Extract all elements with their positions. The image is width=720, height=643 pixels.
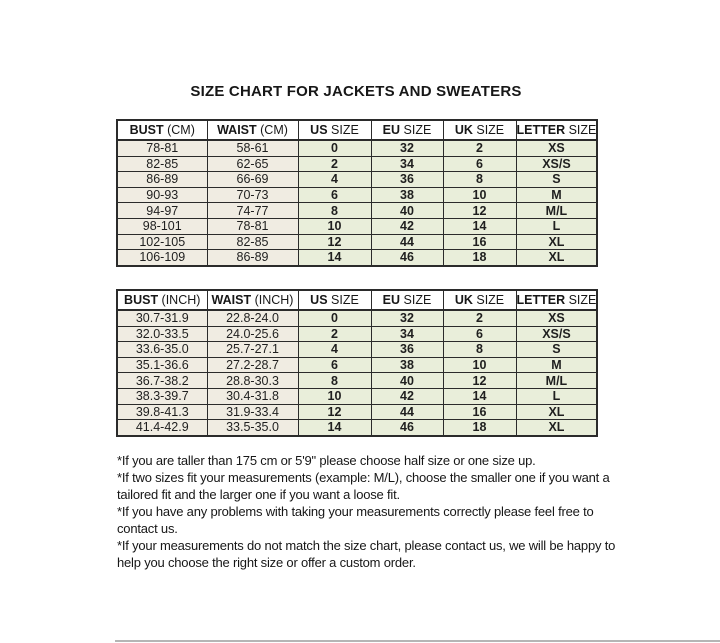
size-cell: 10 [443, 187, 516, 203]
size-cell: S [516, 172, 597, 188]
measurement-cell: 82-85 [207, 234, 298, 250]
column-header-rest: SIZE [327, 123, 359, 137]
table-row [117, 310, 597, 326]
column-header-rest: SIZE [565, 293, 597, 307]
measurement-cell: 74-77 [207, 203, 298, 219]
table-row [117, 250, 597, 266]
size-cell: 12 [443, 203, 516, 219]
measurement-cell: 98-101 [117, 218, 207, 234]
measurement-cell: 25.7-27.1 [207, 342, 298, 358]
size-cell: 14 [443, 388, 516, 404]
size-cell: 14 [298, 420, 371, 436]
size-cell: 42 [371, 218, 443, 234]
measurement-cell: 66-69 [207, 172, 298, 188]
column-header [117, 290, 207, 310]
size-cell: 10 [298, 388, 371, 404]
table-row [117, 172, 597, 188]
column-header [516, 290, 597, 310]
size-cell: 8 [443, 172, 516, 188]
measurement-cell: 70-73 [207, 187, 298, 203]
measurement-cell: 38.3-39.7 [117, 388, 207, 404]
column-header-rest: (CM) [163, 123, 195, 137]
measurement-cell: 58-61 [207, 140, 298, 156]
table-row [117, 357, 597, 373]
column-header [516, 120, 597, 140]
size-cell: 0 [298, 140, 371, 156]
measurement-cell: 30.4-31.8 [207, 388, 298, 404]
size-cell: 38 [371, 187, 443, 203]
column-header-rest: SIZE [565, 123, 597, 137]
size-cell: 12 [298, 404, 371, 420]
size-cell: XL [516, 250, 597, 266]
size-cell: 0 [298, 310, 371, 326]
size-cell: 10 [298, 218, 371, 234]
column-header-rest: SIZE [472, 293, 505, 307]
column-header [371, 290, 443, 310]
size-cell: 34 [371, 326, 443, 342]
measurement-cell: 36.7-38.2 [117, 373, 207, 389]
footnotes [117, 452, 625, 571]
bottom-crop-line [115, 640, 720, 642]
column-header-bold: BUST [124, 293, 159, 307]
size-cell: 40 [371, 203, 443, 219]
size-cell: 10 [443, 357, 516, 373]
measurement-cell: 102-105 [117, 234, 207, 250]
column-header [207, 290, 298, 310]
measurement-cell: 35.1-36.6 [117, 357, 207, 373]
size-cell: XS [516, 310, 597, 326]
header-row [117, 290, 597, 310]
column-header [117, 120, 207, 140]
column-header [443, 290, 516, 310]
column-header [298, 290, 371, 310]
size-cell: 44 [371, 234, 443, 250]
column-header-bold: UK [454, 123, 473, 137]
table-row [117, 388, 597, 404]
size-cell: 44 [371, 404, 443, 420]
size-cell: M/L [516, 373, 597, 389]
size-cell: 6 [443, 326, 516, 342]
table-row [117, 218, 597, 234]
column-header-bold: WAIST [211, 293, 252, 307]
size-cell: 8 [443, 342, 516, 358]
column-header [298, 120, 371, 140]
size-cell: 6 [443, 156, 516, 172]
size-cell: 40 [371, 373, 443, 389]
column-header [207, 120, 298, 140]
footnote: *If you are taller than 175 cm or 5'9" please choose half size or one size up. [117, 453, 536, 468]
footnote: *If you have any problems with taking your measurements correctly please feel free to contact us. [117, 504, 594, 536]
column-header-rest: SIZE [472, 123, 505, 137]
table-row [117, 187, 597, 203]
page-title: SIZE CHART FOR JACKETS AND SWEATERS [190, 83, 522, 100]
table-row [117, 373, 597, 389]
size-cell: XL [516, 404, 597, 420]
column-header-bold: LETTER [516, 123, 566, 137]
column-header-bold: UK [454, 293, 473, 307]
size-cell: 2 [443, 310, 516, 326]
size-cell: 36 [371, 342, 443, 358]
size-cell: XS [516, 140, 597, 156]
size-cell: 4 [298, 172, 371, 188]
size-cell: 46 [371, 420, 443, 436]
measurement-cell: 86-89 [117, 172, 207, 188]
header-row [117, 120, 597, 140]
size-cell: 16 [443, 234, 516, 250]
column-header [443, 120, 516, 140]
measurement-cell: 78-81 [207, 218, 298, 234]
measurement-cell: 106-109 [117, 250, 207, 266]
size-cell: 18 [443, 250, 516, 266]
measurement-cell: 22.8-24.0 [207, 310, 298, 326]
size-cell: XL [516, 234, 597, 250]
size-cell: 12 [443, 373, 516, 389]
size-cell: 32 [371, 140, 443, 156]
measurement-cell: 90-93 [117, 187, 207, 203]
column-header-bold: US [310, 123, 328, 137]
column-header-bold: LETTER [516, 293, 566, 307]
measurement-cell: 41.4-42.9 [117, 420, 207, 436]
table-row [117, 203, 597, 219]
table-row [117, 140, 597, 156]
size-cell: M [516, 357, 597, 373]
table-row [117, 326, 597, 342]
size-cell: 2 [443, 140, 516, 156]
size-cell: 8 [298, 203, 371, 219]
size-cell: 6 [298, 357, 371, 373]
size-cell: 14 [298, 250, 371, 266]
size-cell: L [516, 388, 597, 404]
column-header-bold: EU [382, 293, 401, 307]
column-header-rest: (INCH) [251, 293, 294, 307]
size-cell: S [516, 342, 597, 358]
size-table-inch [116, 289, 598, 437]
column-header-bold: BUST [129, 123, 164, 137]
size-cell: 32 [371, 310, 443, 326]
size-table-cm [116, 119, 598, 267]
measurement-cell: 94-97 [117, 203, 207, 219]
table-row [117, 420, 597, 436]
size-cell: XS/S [516, 326, 597, 342]
size-cell: 36 [371, 172, 443, 188]
column-header-bold: EU [382, 123, 401, 137]
footnote: *If your measurements do not match the size chart, please contact us, we will be happy to help you choose the right size or offer a custom order. [117, 538, 616, 570]
size-cell: 38 [371, 357, 443, 373]
column-header [371, 120, 443, 140]
size-cell: 46 [371, 250, 443, 266]
measurement-cell: 28.8-30.3 [207, 373, 298, 389]
measurement-cell: 30.7-31.9 [117, 310, 207, 326]
measurement-cell: 86-89 [207, 250, 298, 266]
size-cell: 16 [443, 404, 516, 420]
table-row [117, 234, 597, 250]
table-row [117, 342, 597, 358]
size-cell: 2 [298, 156, 371, 172]
column-header-bold: US [310, 293, 328, 307]
size-cell: 4 [298, 342, 371, 358]
size-cell: XL [516, 420, 597, 436]
table-row [117, 156, 597, 172]
size-cell: XS/S [516, 156, 597, 172]
footnote: *If two sizes fit your measurements (example: M/L), choose the smaller one if you want a tailored fit and the larger one if you want a loose fit. [117, 470, 610, 502]
measurement-cell: 31.9-33.4 [207, 404, 298, 420]
measurement-cell: 62-65 [207, 156, 298, 172]
column-header-rest: (CM) [256, 123, 288, 137]
measurement-cell: 82-85 [117, 156, 207, 172]
measurement-cell: 24.0-25.6 [207, 326, 298, 342]
size-cell: 18 [443, 420, 516, 436]
column-header-rest: SIZE [400, 293, 432, 307]
measurement-cell: 78-81 [117, 140, 207, 156]
size-cell: 8 [298, 373, 371, 389]
size-cell: M/L [516, 203, 597, 219]
measurement-cell: 32.0-33.5 [117, 326, 207, 342]
column-header-rest: SIZE [400, 123, 432, 137]
measurement-cell: 33.5-35.0 [207, 420, 298, 436]
size-cell: L [516, 218, 597, 234]
size-cell: 12 [298, 234, 371, 250]
size-cell: 34 [371, 156, 443, 172]
size-cell: M [516, 187, 597, 203]
size-cell: 2 [298, 326, 371, 342]
size-cell: 42 [371, 388, 443, 404]
column-header-rest: SIZE [327, 293, 359, 307]
size-cell: 14 [443, 218, 516, 234]
size-cell: 6 [298, 187, 371, 203]
measurement-cell: 33.6-35.0 [117, 342, 207, 358]
column-header-bold: WAIST [217, 123, 257, 137]
column-header-rest: (INCH) [158, 293, 201, 307]
measurement-cell: 39.8-41.3 [117, 404, 207, 420]
measurement-cell: 27.2-28.7 [207, 357, 298, 373]
table-row [117, 404, 597, 420]
